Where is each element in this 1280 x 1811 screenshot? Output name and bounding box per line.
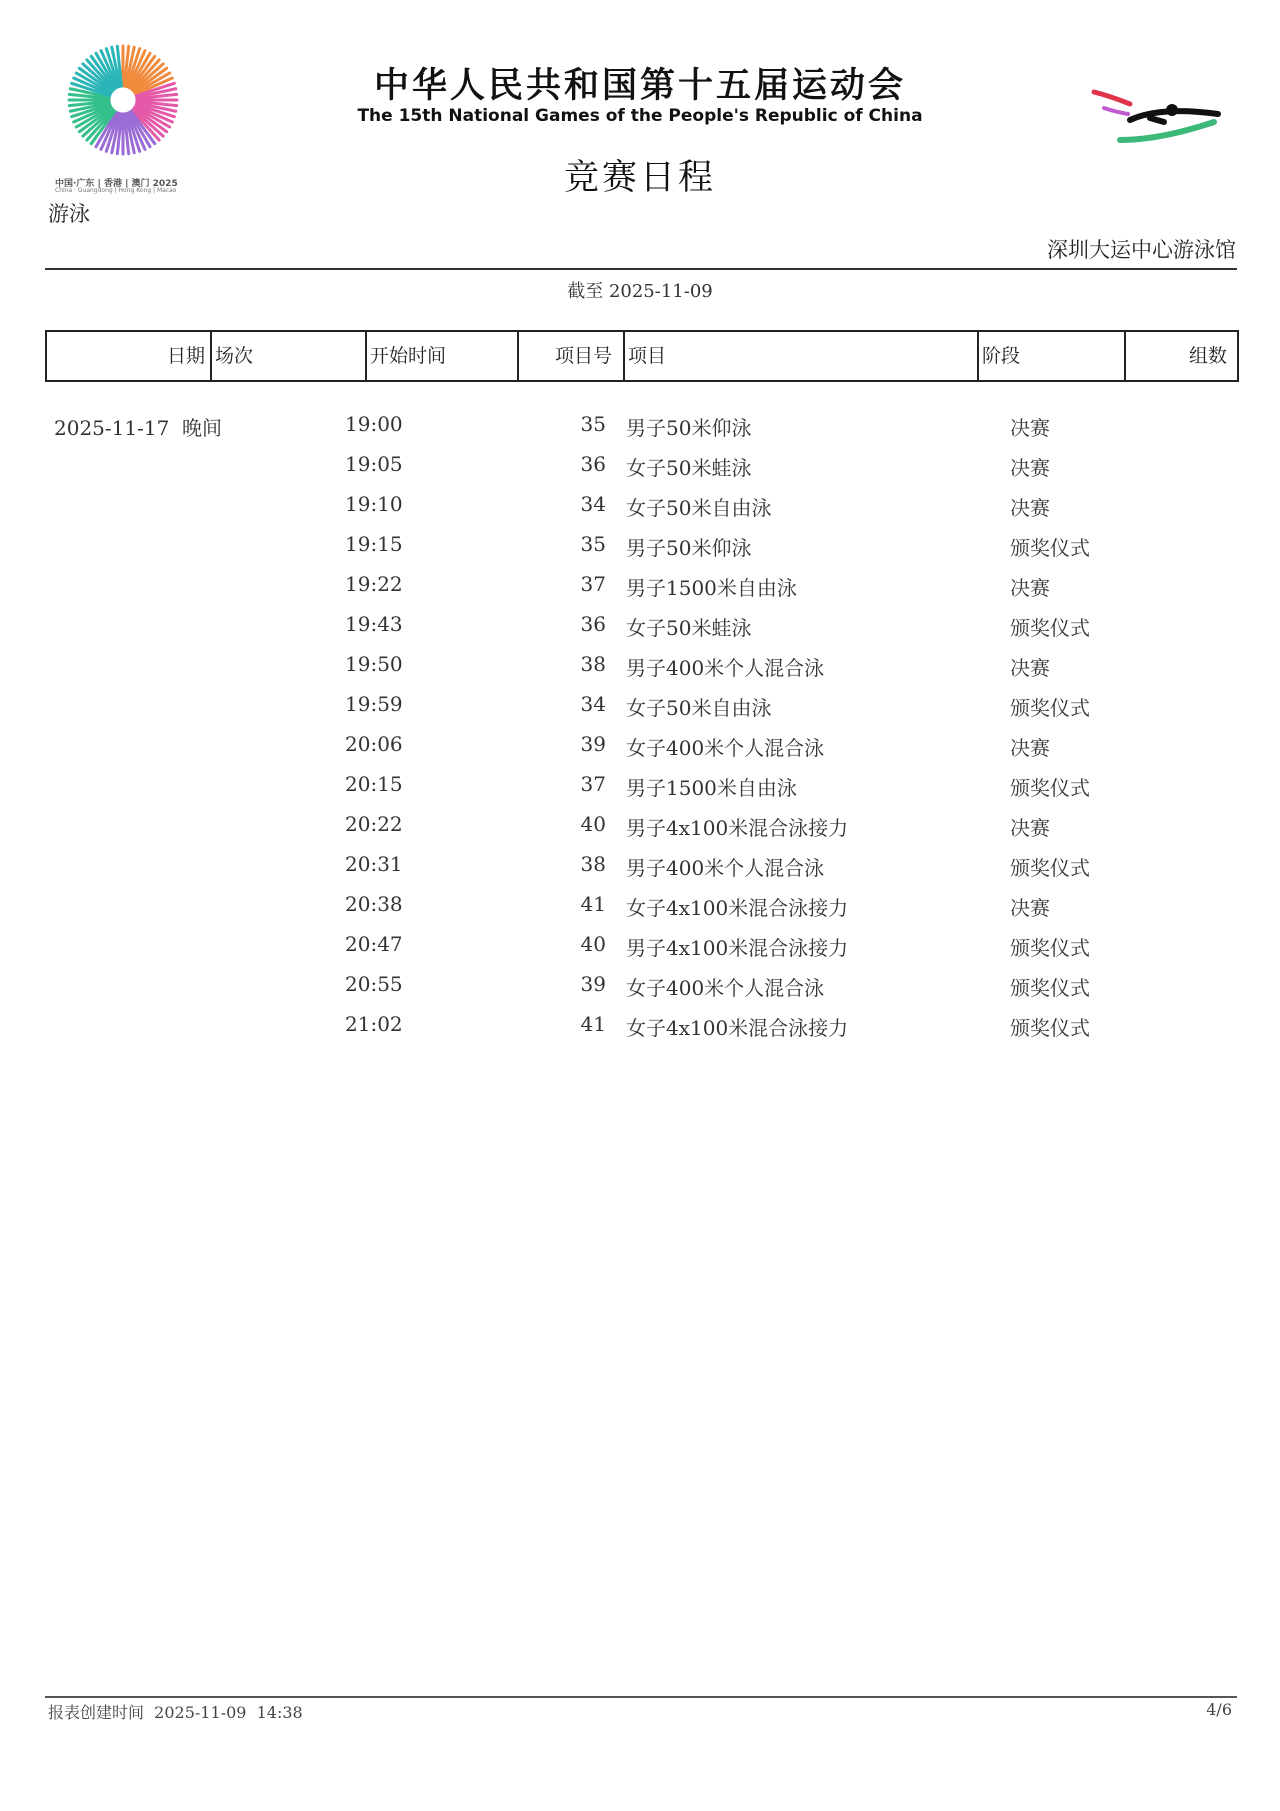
event-name-cell: 男子400米个人混合泳 — [626, 656, 825, 680]
column-divider — [365, 332, 367, 380]
table-row — [0, 652, 1280, 692]
table-row — [0, 692, 1280, 732]
table-row — [0, 532, 1280, 572]
phase-cell: 决赛 — [1010, 416, 1050, 440]
phase-cell: 决赛 — [1010, 816, 1050, 840]
event-name-cell: 男子4x100米混合泳接力 — [626, 936, 849, 960]
event-no-cell: 38 — [580, 652, 606, 676]
start-time-cell: 19:05 — [345, 452, 403, 476]
venue-name: 深圳大运中心游泳馆 — [1047, 238, 1236, 262]
table-row — [0, 972, 1280, 1012]
event-no-cell: 41 — [580, 1012, 606, 1036]
table-row — [0, 492, 1280, 532]
column-header-start-time: 开始时间 — [370, 345, 447, 367]
event-no-cell: 41 — [580, 892, 606, 916]
event-name-cell: 女子400米个人混合泳 — [626, 736, 825, 760]
event-no-cell: 37 — [580, 772, 606, 796]
phase-cell: 决赛 — [1010, 896, 1050, 920]
games-title-cn: 中华人民共和国第十五届运动会 — [373, 66, 906, 106]
as-of-date: 截至 2025-11-09 — [567, 281, 713, 302]
phase-cell: 颁奖仪式 — [1010, 696, 1090, 720]
column-divider — [977, 332, 979, 380]
event-name-cell: 男子400米个人混合泳 — [626, 856, 825, 880]
event-no-cell: 39 — [580, 972, 606, 996]
start-time-cell: 20:15 — [345, 772, 403, 796]
phase-cell: 颁奖仪式 — [1010, 976, 1090, 1000]
start-time-cell: 19:00 — [345, 412, 403, 436]
phase-cell: 决赛 — [1010, 496, 1050, 520]
start-time-cell: 20:47 — [345, 932, 403, 956]
table-row — [0, 412, 1280, 452]
header-divider — [45, 268, 1237, 270]
start-time-cell: 19:10 — [345, 492, 403, 516]
start-time-cell: 20:31 — [345, 852, 403, 876]
event-no-cell: 35 — [580, 532, 606, 556]
column-divider — [210, 332, 212, 380]
session-label: 2025-11-17 晚间 — [54, 416, 223, 440]
event-name-cell: 男子1500米自由泳 — [626, 576, 797, 600]
table-row — [0, 932, 1280, 972]
column-header-heats: 组数 — [1189, 345, 1228, 367]
event-name-cell: 女子50米自由泳 — [626, 696, 772, 720]
event-name-cell: 女子50米蛙泳 — [626, 616, 752, 640]
column-header-session: 场次 — [215, 345, 254, 367]
phase-cell: 颁奖仪式 — [1010, 616, 1090, 640]
column-divider — [1124, 332, 1126, 380]
event-name-cell: 女子4x100米混合泳接力 — [626, 896, 849, 920]
start-time-cell: 19:59 — [345, 692, 403, 716]
phase-cell: 颁奖仪式 — [1010, 776, 1090, 800]
sport-name: 游泳 — [48, 202, 90, 226]
event-no-cell: 40 — [580, 932, 606, 956]
document-title: 竞赛日程 — [563, 158, 716, 198]
event-name-cell: 女子4x100米混合泳接力 — [626, 1016, 849, 1040]
column-divider — [623, 332, 625, 380]
start-time-cell: 19:22 — [345, 572, 403, 596]
column-header-phase: 阶段 — [982, 345, 1021, 367]
phase-cell: 颁奖仪式 — [1010, 936, 1090, 960]
event-no-cell: 40 — [580, 812, 606, 836]
table-row — [0, 612, 1280, 652]
start-time-cell: 19:43 — [345, 612, 403, 636]
phase-cell: 决赛 — [1010, 736, 1050, 760]
event-name-cell: 男子50米仰泳 — [626, 416, 752, 440]
table-row — [0, 772, 1280, 812]
event-no-cell: 36 — [580, 612, 606, 636]
event-no-cell: 34 — [580, 692, 606, 716]
start-time-cell: 20:22 — [345, 812, 403, 836]
table-row — [0, 1012, 1280, 1052]
event-no-cell: 36 — [580, 452, 606, 476]
phase-cell: 颁奖仪式 — [1010, 1016, 1090, 1040]
emblem-caption-en: China · Guangdong | Hong Kong | Macao — [55, 187, 177, 194]
start-time-cell: 20:06 — [345, 732, 403, 756]
event-name-cell: 男子50米仰泳 — [626, 536, 752, 560]
games-title-en: The 15th National Games of the People's Republic of China — [357, 106, 923, 126]
start-time-cell: 21:02 — [345, 1012, 403, 1036]
start-time-cell: 19:15 — [345, 532, 403, 556]
event-name-cell: 男子4x100米混合泳接力 — [626, 816, 849, 840]
phase-cell: 颁奖仪式 — [1010, 856, 1090, 880]
report-created-time: 报表创建时间 2025-11-09 14:38 — [48, 1703, 303, 1722]
table-row — [0, 892, 1280, 932]
table-row — [0, 812, 1280, 852]
event-name-cell: 女子50米自由泳 — [626, 496, 772, 520]
table-row — [0, 452, 1280, 492]
event-no-cell: 35 — [580, 412, 606, 436]
emblem-caption: 中国·广东 | 香港 | 澳门 2025 — [55, 179, 178, 189]
event-no-cell: 34 — [580, 492, 606, 516]
start-time-cell: 20:38 — [345, 892, 403, 916]
event-name-cell: 女子400米个人混合泳 — [626, 976, 825, 1000]
column-header-event: 项目 — [628, 345, 667, 367]
event-name-cell: 女子50米蛙泳 — [626, 456, 752, 480]
start-time-cell: 20:55 — [345, 972, 403, 996]
page-number: 4/6 — [1206, 1700, 1232, 1719]
event-no-cell: 38 — [580, 852, 606, 876]
event-no-cell: 39 — [580, 732, 606, 756]
table-header — [45, 330, 1239, 382]
phase-cell: 决赛 — [1010, 576, 1050, 600]
column-header-date: 日期 — [167, 345, 206, 367]
table-row — [0, 732, 1280, 772]
event-no-cell: 37 — [580, 572, 606, 596]
event-name-cell: 男子1500米自由泳 — [626, 776, 797, 800]
phase-cell: 颁奖仪式 — [1010, 536, 1090, 560]
phase-cell: 决赛 — [1010, 456, 1050, 480]
table-row — [0, 572, 1280, 612]
table-row — [0, 852, 1280, 892]
start-time-cell: 19:50 — [345, 652, 403, 676]
footer-divider — [45, 1696, 1237, 1698]
column-divider — [517, 332, 519, 380]
column-header-event-no: 项目号 — [555, 345, 613, 367]
phase-cell: 决赛 — [1010, 656, 1050, 680]
